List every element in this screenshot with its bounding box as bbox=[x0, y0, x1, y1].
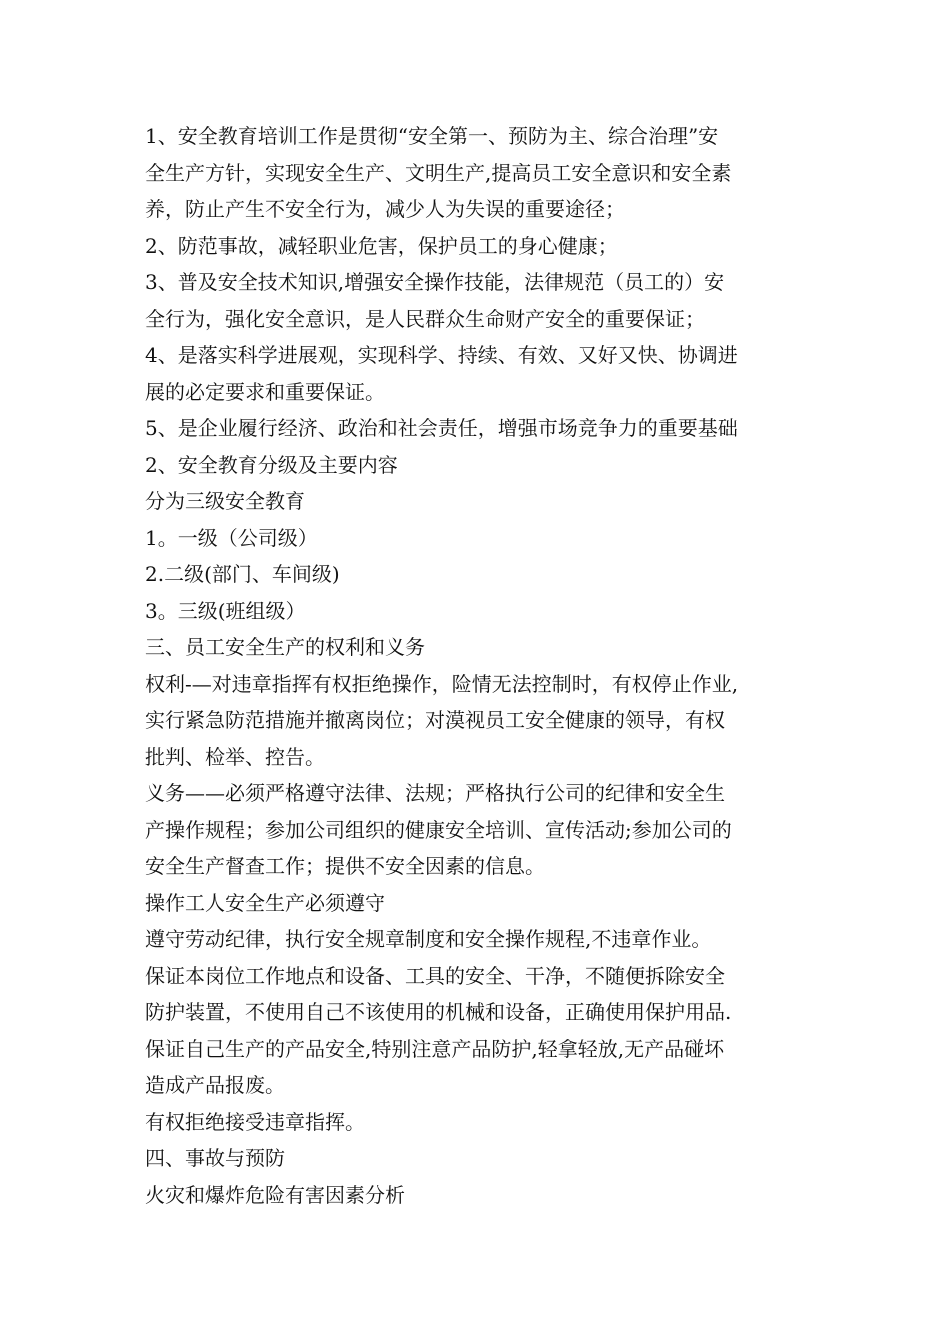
text-line: 有权拒绝接受违章指挥。 bbox=[145, 1109, 365, 1134]
text-line: 1、安全教育培训工作是贯彻“安全第一、预防为主、综合治理”安 bbox=[145, 124, 719, 148]
text-line: 展的必定要求和重要保证。 bbox=[145, 379, 385, 404]
text-line: 分为三级安全教育 bbox=[145, 489, 305, 513]
text-line: 安全生产督查工作；提供不安全因素的信息。 bbox=[145, 854, 545, 878]
text-line: 4、是落实科学进展观，实现科学、持续、有效、又好又快、协调进 bbox=[145, 343, 738, 367]
text-line: 养，防止产生不安全行为，减少人为失误的重要途径； bbox=[145, 197, 625, 221]
text-line: 操作工人安全生产必须遵守 bbox=[145, 890, 385, 915]
list-item: 3。三级(班组级） bbox=[145, 598, 306, 623]
text-line: 2、防范事故，减轻职业危害，保护员工的身心健康； bbox=[145, 233, 618, 258]
text-line: 批判、检举、控告。 bbox=[145, 744, 325, 769]
list-item: 2.二级(部门、车间级) bbox=[145, 562, 340, 586]
text-line: 5、是企业履行经济、政治和社会责任，增强市场竞争力的重要基础 bbox=[145, 416, 738, 440]
section-heading: 三、员工安全生产的权利和义务 bbox=[145, 635, 425, 659]
text-line: 3、普及安全技术知识,增强安全操作技能，法律规范（员工的）安 bbox=[145, 270, 725, 294]
text-line: 义务——必须严格遵守法律、法规；严格执行公司的纪律和安全生 bbox=[145, 781, 725, 805]
text-line: 保证自己生产的产品安全,特别注意产品防护,轻拿轻放,无产品碰坏 bbox=[145, 1036, 725, 1061]
text-line: 造成产品报废。 bbox=[145, 1073, 285, 1097]
document-body bbox=[145, 118, 815, 1213]
list-item: 1。一级（公司级） bbox=[145, 525, 318, 550]
text-line: 防护装置，不使用自己不该使用的机械和设备，正确使用保护用品. bbox=[145, 1000, 732, 1024]
text-line: 产操作规程；参加公司组织的健康安全培训、宣传活动;参加公司的 bbox=[145, 817, 732, 842]
text-line: 实行紧急防范措施并撤离岗位；对漠视员工安全健康的领导，有权 bbox=[145, 708, 725, 732]
text-line: 全生产方针，实现安全生产、文明生产,提高员工安全意识和安全素 bbox=[145, 160, 732, 185]
section-heading: 2、安全教育分级及主要内容 bbox=[145, 452, 398, 477]
text-line: 保证本岗位工作地点和设备、工具的安全、干净，不随便拆除安全 bbox=[145, 963, 725, 988]
text-line: 全行为，强化安全意识，是人民群众生命财产安全的重要保证； bbox=[145, 306, 705, 331]
text-line: 火灾和爆炸危险有害因素分析 bbox=[145, 1182, 405, 1207]
text-line: 遵守劳动纪律，执行安全规章制度和安全操作规程,不违章作业。 bbox=[145, 927, 712, 951]
text-line: 权利-—对违章指挥有权拒绝操作，险情无法控制时，有权停止作业, bbox=[145, 671, 739, 696]
section-heading: 四、事故与预防 bbox=[145, 1146, 285, 1170]
